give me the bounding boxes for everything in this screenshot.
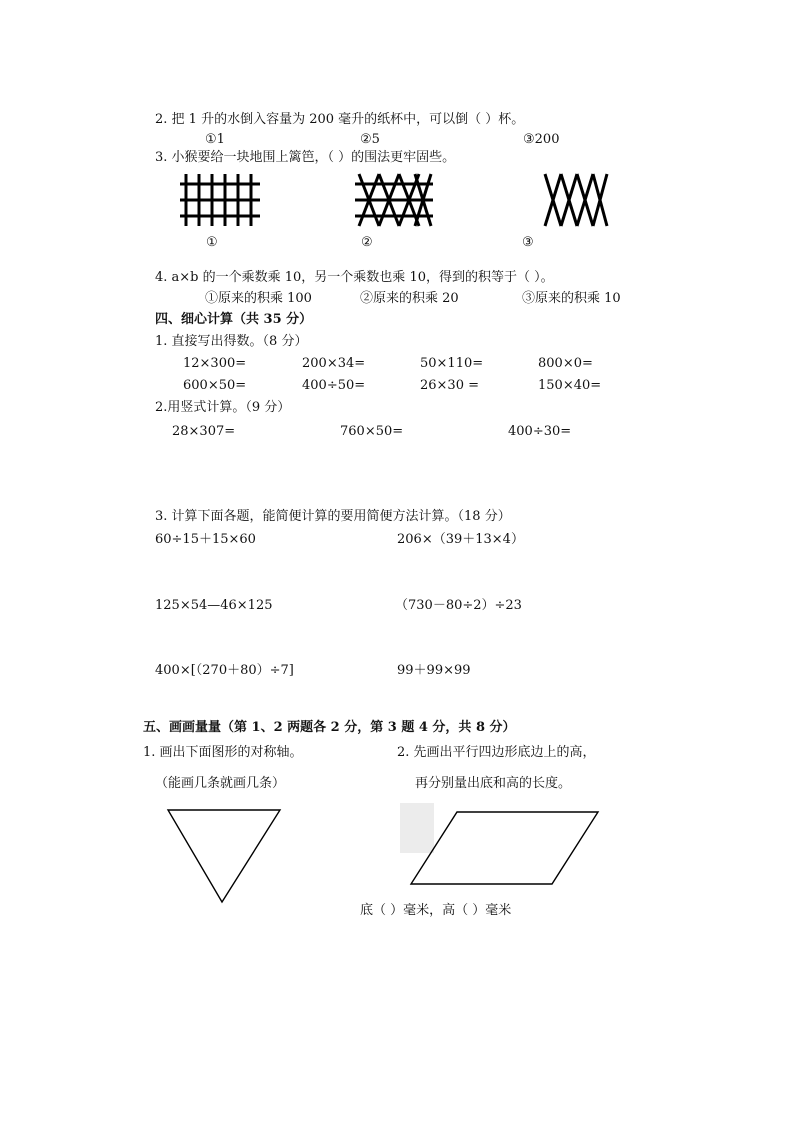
q4-option-2: ②原来的积乘 20 <box>360 291 459 306</box>
mental-math-item: 400÷50= <box>302 378 366 393</box>
mental-math-item: 26×30 = <box>420 378 480 393</box>
question-2: 2. 把 1 升的水倒入容量为 200 毫升的纸杯中，可以倒（ ）杯。 <box>155 112 525 127</box>
fence-cross-figure <box>355 174 433 226</box>
question-4: 4. a×b 的一个乘数乘 10，另一个乘数也乘 10，得到的积等于（ ）。 <box>155 270 554 285</box>
section-5-title: 五、画画量量（第 1、2 两题各 2 分，第 3 题 4 分，共 8 分） <box>143 720 516 735</box>
q4-option-1: ①原来的积乘 100 <box>205 291 312 306</box>
simplify-calc-item: 400×[（270＋80）÷7] <box>155 663 294 678</box>
simplify-calc-item: （730－80÷2）÷23 <box>395 598 522 613</box>
q2-option-3: ③200 <box>523 132 560 147</box>
section-5-q1-line-2: （能画几条就画几条） <box>155 776 286 791</box>
fence-label-3: ③ <box>522 235 534 250</box>
parallelogram-figure <box>409 810 601 886</box>
q2-option-2: ②5 <box>360 132 380 147</box>
q4-option-3: ③原来的积乘 10 <box>522 291 621 306</box>
fence-label-1: ① <box>206 235 218 250</box>
simplify-calc-item: 99＋99×99 <box>397 663 471 678</box>
mental-math-item: 12×300= <box>183 356 247 371</box>
vertical-calc-item: 28×307= <box>172 424 236 439</box>
section-5-q2-line-1: 2. 先画出平行四边形底边上的高， <box>397 745 596 760</box>
inverted-triangle-figure <box>166 808 282 904</box>
section-4-title: 四、细心计算（共 35 分） <box>155 312 313 327</box>
fence-label-2: ② <box>361 235 373 250</box>
section-5-q1-line-1: 1. 画出下面图形的对称轴。 <box>143 745 303 760</box>
mental-math-item: 50×110= <box>420 356 484 371</box>
section-4-part-2-title: 2.用竖式计算。（9 分） <box>155 400 291 415</box>
vertical-calc-item: 400÷30= <box>508 424 572 439</box>
mental-math-item: 150×40= <box>538 378 602 393</box>
section-5-q2-line-2: 再分别量出底和高的长度。 <box>415 776 572 791</box>
mental-math-item: 600×50= <box>183 378 247 393</box>
section-4-part-3-title: 3. 计算下面各题，能简便计算的要用简便方法计算。（18 分） <box>155 509 511 524</box>
simplify-calc-item: 125×54—46×125 <box>155 598 273 613</box>
q2-option-1: ①1 <box>205 132 225 147</box>
simplify-calc-item: 206×（39＋13×4） <box>397 532 524 547</box>
simplify-calc-item: 60÷15＋15×60 <box>155 532 256 547</box>
fence-diagonal-figure <box>543 174 609 226</box>
mental-math-item: 200×34= <box>302 356 366 371</box>
section-4-part-1-title: 1. 直接写出得数。（8 分） <box>155 334 308 349</box>
question-3: 3. 小猴要给一块地围上篱笆，（ ）的围法更牢固些。 <box>155 150 456 165</box>
measurement-answer-line: 底（ ）毫米，高（ ）毫米 <box>360 903 512 918</box>
mental-math-item: 800×0= <box>538 356 593 371</box>
vertical-calc-item: 760×50= <box>340 424 404 439</box>
fence-grid-figure <box>180 174 260 226</box>
